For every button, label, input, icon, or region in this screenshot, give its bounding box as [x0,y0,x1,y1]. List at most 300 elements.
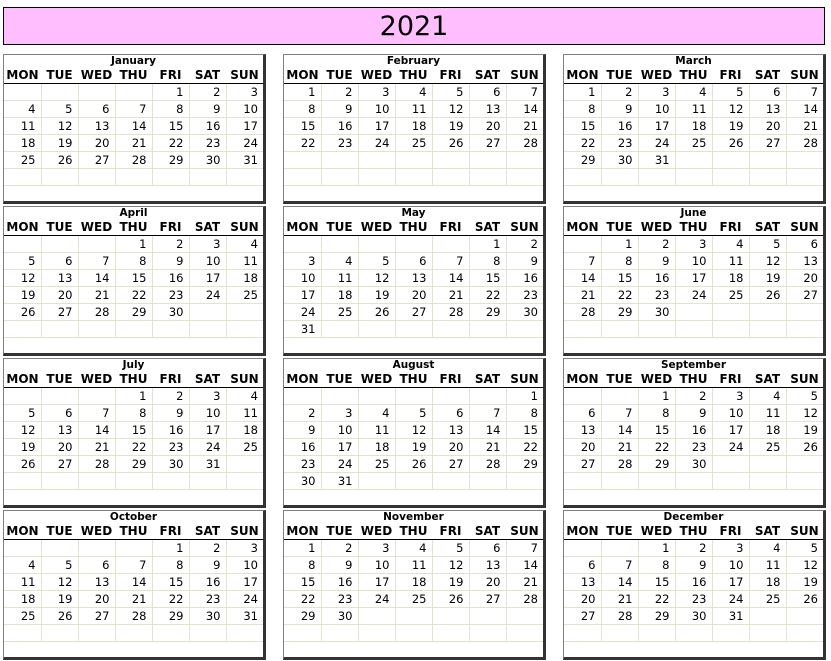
day-cell [749,608,786,625]
day-cell [4,169,41,186]
day-cell: 11 [749,405,786,422]
day-cell: 26 [786,439,823,456]
day-cell: 26 [41,152,78,169]
day-cell: 4 [395,540,432,557]
day-cell: 8 [601,253,638,270]
day-cell: 14 [506,557,543,574]
day-cell: 18 [358,439,395,456]
day-cell: 17 [712,574,749,591]
day-cell: 18 [226,422,263,439]
day-cell: 26 [41,608,78,625]
month-title: June [680,207,707,219]
day-cell: 8 [564,101,601,118]
weekday-header: TUE [601,219,638,236]
day-cell: 27 [41,304,78,321]
day-cell [78,169,115,186]
weekday-header: FRI [712,219,749,236]
day-cell: 18 [226,270,263,287]
weekday-header: WED [358,371,395,388]
day-cell: 19 [395,439,432,456]
day-cell: 1 [115,388,152,405]
day-cell: 14 [78,422,115,439]
day-cell [395,236,432,253]
weekday-header: WED [638,523,675,540]
day-cell: 21 [601,591,638,608]
day-cell: 25 [321,304,358,321]
week-row [564,439,823,456]
week-row [564,608,823,625]
weekday-header: TUE [321,371,358,388]
day-cell: 31 [712,608,749,625]
day-cell: 31 [226,152,263,169]
day-cell: 27 [749,135,786,152]
day-cell: 20 [78,591,115,608]
day-cell: 13 [564,574,601,591]
weekday-header: FRI [152,371,189,388]
week-row [284,270,543,287]
day-cell [749,321,786,338]
week-row [564,405,823,422]
weekday-header-row [564,67,823,84]
day-cell [189,321,226,338]
day-cell: 14 [506,101,543,118]
day-cell [506,473,543,490]
day-cell: 29 [638,456,675,473]
day-cell: 30 [506,304,543,321]
day-cell: 27 [564,608,601,625]
day-cell: 17 [226,574,263,591]
day-cell [432,236,469,253]
weekday-header: FRI [152,219,189,236]
weekday-header: WED [358,523,395,540]
day-cell: 21 [564,287,601,304]
day-cell: 17 [189,422,226,439]
weekday-header: SAT [189,219,226,236]
day-cell: 13 [78,574,115,591]
week-row [284,608,543,625]
day-cell: 17 [226,118,263,135]
day-cell: 21 [78,439,115,456]
weekday-header: FRI [432,523,469,540]
day-cell [712,625,749,642]
day-cell: 13 [564,422,601,439]
weekday-header: SUN [226,371,263,388]
week-row [564,135,823,152]
day-cell: 26 [358,304,395,321]
day-cell: 20 [41,287,78,304]
day-cell: 21 [506,574,543,591]
weekday-header: THU [675,67,712,84]
day-cell: 16 [638,270,675,287]
day-cell: 8 [152,557,189,574]
weekday-header: WED [638,371,675,388]
day-cell: 12 [712,101,749,118]
day-cell: 26 [4,304,41,321]
day-cell: 29 [115,304,152,321]
weekday-header: SUN [506,67,543,84]
week-row [284,540,543,557]
day-cell: 5 [41,101,78,118]
week-row [564,304,823,321]
day-cell: 8 [284,101,321,118]
week-row [4,118,263,135]
day-cell: 24 [189,287,226,304]
day-cell [4,321,41,338]
day-cell [41,321,78,338]
day-cell: 23 [675,591,712,608]
day-cell: 12 [358,270,395,287]
weekday-header: SAT [189,371,226,388]
weekday-header: TUE [41,523,78,540]
day-cell [601,625,638,642]
week-row [4,405,263,422]
day-cell: 22 [115,287,152,304]
weekday-header: WED [78,523,115,540]
week-row [564,574,823,591]
weekday-header-row [564,523,823,540]
day-cell: 22 [469,287,506,304]
day-cell: 8 [638,557,675,574]
day-cell [115,84,152,101]
day-cell: 25 [4,608,41,625]
day-cell [601,169,638,186]
day-cell [749,152,786,169]
day-cell: 25 [675,135,712,152]
day-cell: 24 [226,591,263,608]
week-row [564,473,823,490]
day-cell: 20 [749,118,786,135]
day-cell [115,321,152,338]
day-cell: 7 [564,253,601,270]
day-cell: 27 [786,287,823,304]
day-cell: 7 [786,84,823,101]
day-cell [786,321,823,338]
day-cell [78,625,115,642]
day-cell: 10 [358,557,395,574]
week-row [4,625,263,642]
day-cell: 9 [152,253,189,270]
day-cell [638,473,675,490]
day-cell: 10 [226,557,263,574]
week-row [284,304,543,321]
day-cell: 4 [4,101,41,118]
day-cell [675,473,712,490]
month-december [563,510,826,660]
day-cell: 5 [432,84,469,101]
day-cell: 30 [152,456,189,473]
day-cell: 27 [78,608,115,625]
day-cell: 12 [432,557,469,574]
day-cell [786,625,823,642]
day-cell [395,321,432,338]
day-cell [564,236,601,253]
week-row [4,253,263,270]
day-cell: 14 [115,574,152,591]
day-cell: 11 [4,118,41,135]
day-cell: 18 [395,118,432,135]
day-cell: 16 [284,439,321,456]
weekday-header: MON [284,67,321,84]
day-cell: 7 [506,540,543,557]
day-cell [395,625,432,642]
day-cell: 23 [321,135,358,152]
weekday-header: MON [284,371,321,388]
day-cell: 8 [469,253,506,270]
day-cell [358,625,395,642]
day-cell [432,169,469,186]
week-row [564,84,823,101]
day-cell: 27 [469,591,506,608]
day-cell [749,169,786,186]
day-cell: 31 [638,152,675,169]
day-cell: 8 [152,101,189,118]
day-cell [284,152,321,169]
day-cell: 29 [601,304,638,321]
day-cell: 2 [152,388,189,405]
day-cell: 28 [115,608,152,625]
week-row [4,574,263,591]
month-table [4,67,263,186]
weekday-header: SAT [469,219,506,236]
week-row [284,574,543,591]
weekday-header-row [564,371,823,388]
day-cell: 23 [152,439,189,456]
day-cell: 24 [358,135,395,152]
month-title: September [660,359,727,371]
weekday-header: FRI [432,67,469,84]
day-cell: 12 [4,270,41,287]
day-cell: 4 [749,540,786,557]
day-cell [506,169,543,186]
day-cell: 28 [601,456,638,473]
month-table [564,371,823,490]
day-cell: 23 [506,287,543,304]
day-cell: 21 [115,591,152,608]
weekday-header: SAT [749,67,786,84]
day-cell: 11 [395,557,432,574]
day-cell [78,388,115,405]
weekday-header: SAT [749,371,786,388]
day-cell: 22 [638,591,675,608]
day-cell: 1 [115,236,152,253]
day-cell [226,321,263,338]
day-cell: 16 [189,574,226,591]
day-cell: 20 [469,574,506,591]
day-cell: 25 [4,152,41,169]
day-cell [712,152,749,169]
month-table [564,219,823,338]
day-cell: 18 [712,270,749,287]
day-cell: 24 [712,591,749,608]
day-cell: 1 [284,540,321,557]
month-table [284,371,543,490]
day-cell [506,152,543,169]
month-november [283,510,546,660]
month-march [563,54,826,204]
weekday-header: THU [675,219,712,236]
day-cell [638,321,675,338]
day-cell: 30 [675,608,712,625]
day-cell [749,304,786,321]
day-cell: 16 [321,574,358,591]
week-row [284,422,543,439]
day-cell: 9 [601,101,638,118]
week-row [4,439,263,456]
day-cell [432,625,469,642]
week-row [4,135,263,152]
day-cell [358,169,395,186]
day-cell: 19 [786,422,823,439]
day-cell [358,321,395,338]
day-cell: 2 [506,236,543,253]
day-cell: 10 [226,101,263,118]
day-cell: 1 [506,388,543,405]
day-cell: 30 [675,456,712,473]
day-cell: 11 [675,101,712,118]
weekday-header: MON [4,523,41,540]
day-cell: 30 [152,304,189,321]
day-cell: 3 [284,253,321,270]
month-title: July [122,359,145,371]
day-cell [675,625,712,642]
day-cell: 12 [432,101,469,118]
day-cell: 18 [4,135,41,152]
weekday-header: THU [395,67,432,84]
week-row [284,253,543,270]
day-cell [506,625,543,642]
weekday-header: TUE [321,67,358,84]
day-cell [601,473,638,490]
day-cell: 9 [638,253,675,270]
day-cell: 9 [321,557,358,574]
day-cell: 22 [152,591,189,608]
day-cell: 6 [41,405,78,422]
day-cell [4,625,41,642]
day-cell: 19 [749,270,786,287]
day-cell: 15 [284,574,321,591]
week-row [4,101,263,118]
weekday-header: TUE [601,371,638,388]
week-row [564,270,823,287]
weekday-header: SUN [506,219,543,236]
day-cell: 16 [675,422,712,439]
day-cell [358,388,395,405]
weekday-header: THU [115,67,152,84]
day-cell: 28 [469,456,506,473]
day-cell: 19 [41,591,78,608]
day-cell [432,388,469,405]
day-cell: 29 [115,456,152,473]
day-cell: 11 [226,405,263,422]
week-row [4,236,263,253]
day-cell [675,169,712,186]
day-cell: 6 [564,405,601,422]
day-cell [786,473,823,490]
day-cell: 25 [226,287,263,304]
day-cell: 13 [432,422,469,439]
day-cell [189,169,226,186]
day-cell [564,625,601,642]
day-cell: 23 [675,439,712,456]
day-cell: 17 [675,270,712,287]
day-cell: 23 [284,456,321,473]
day-cell: 5 [712,84,749,101]
day-cell: 28 [506,591,543,608]
day-cell: 4 [749,388,786,405]
weekday-header: SUN [506,371,543,388]
day-cell [189,473,226,490]
day-cell: 2 [152,236,189,253]
day-cell: 17 [638,118,675,135]
day-cell: 11 [358,422,395,439]
day-cell: 5 [41,557,78,574]
day-cell: 14 [469,422,506,439]
day-cell: 2 [321,84,358,101]
day-cell: 5 [786,540,823,557]
day-cell: 20 [469,118,506,135]
day-cell: 29 [638,608,675,625]
day-cell: 3 [638,84,675,101]
day-cell: 3 [321,405,358,422]
weekday-header: MON [284,523,321,540]
week-row [564,152,823,169]
day-cell: 28 [78,456,115,473]
week-row [564,422,823,439]
day-cell [226,625,263,642]
day-cell [115,625,152,642]
day-cell [78,84,115,101]
day-cell: 6 [469,540,506,557]
day-cell: 7 [506,84,543,101]
day-cell: 10 [321,422,358,439]
day-cell: 20 [564,439,601,456]
day-cell [469,152,506,169]
day-cell: 15 [115,422,152,439]
weekday-header: SUN [226,523,263,540]
weekday-header: FRI [432,371,469,388]
day-cell [469,388,506,405]
weekday-header: MON [4,219,41,236]
day-cell: 13 [395,270,432,287]
day-cell: 28 [506,135,543,152]
day-cell: 30 [189,608,226,625]
day-cell: 17 [284,287,321,304]
day-cell: 15 [152,118,189,135]
day-cell: 28 [432,304,469,321]
day-cell: 10 [675,253,712,270]
day-cell [564,388,601,405]
day-cell: 27 [395,304,432,321]
day-cell [78,236,115,253]
day-cell: 1 [601,236,638,253]
year-title: 2021 [379,10,449,42]
day-cell [41,169,78,186]
day-cell: 28 [601,608,638,625]
day-cell: 24 [712,439,749,456]
day-cell [358,608,395,625]
day-cell: 6 [41,253,78,270]
day-cell [115,540,152,557]
day-cell [321,169,358,186]
day-cell: 4 [4,557,41,574]
day-cell: 9 [284,422,321,439]
day-cell: 4 [395,84,432,101]
month-title: March [675,55,712,67]
day-cell: 21 [432,287,469,304]
day-cell: 19 [432,118,469,135]
day-cell: 8 [115,253,152,270]
day-cell: 23 [152,287,189,304]
